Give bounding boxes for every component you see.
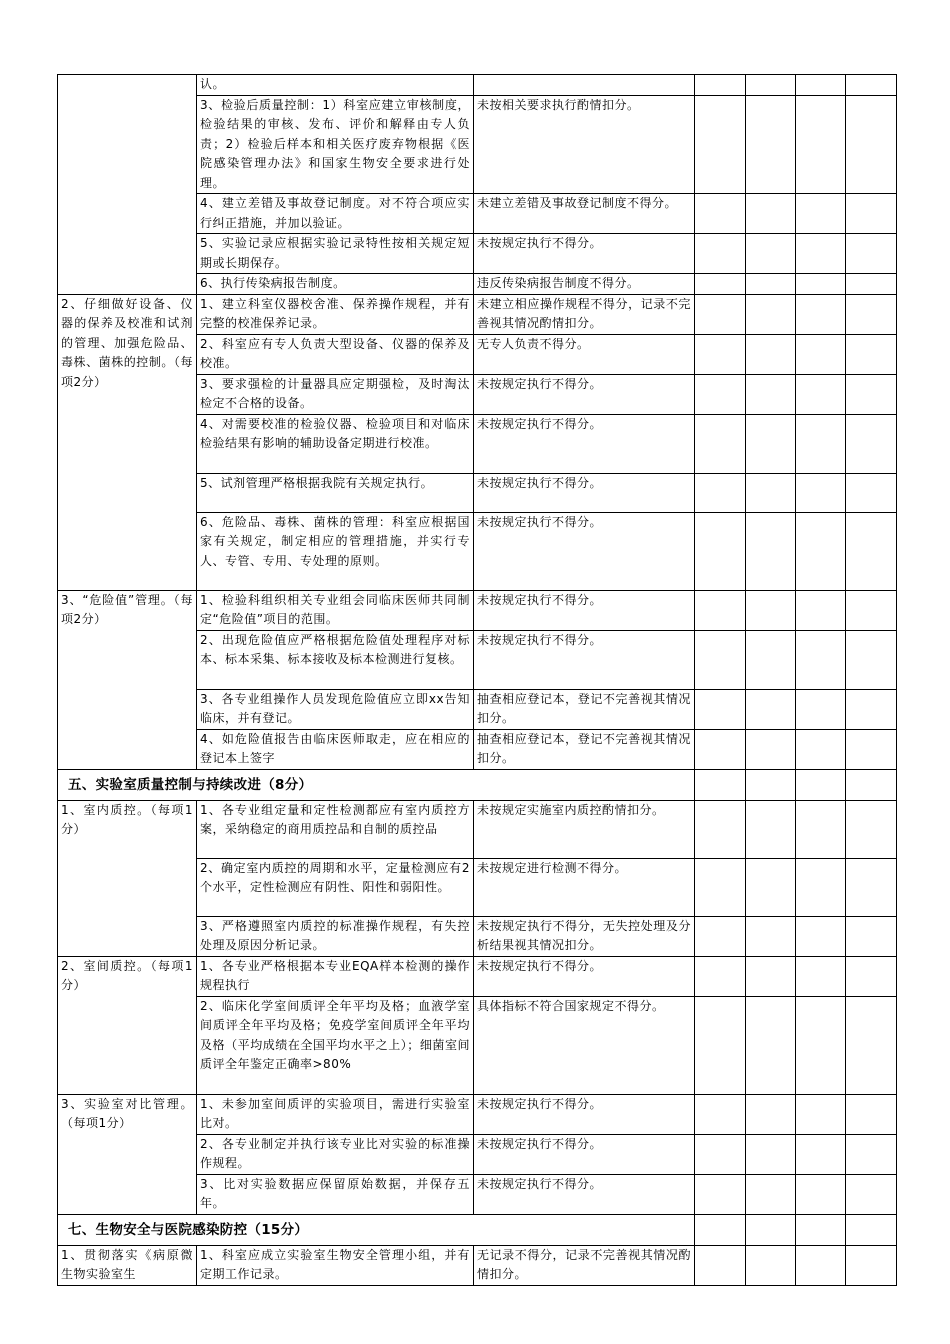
standard-cell: 2、出现危险值应严格根据危险值处理程序对标本、标本采集、标本接收及标本检测进行复核。 bbox=[197, 630, 474, 689]
standard-cell: 2、科室应有专人负责大型设备、仪器的保养及校准。 bbox=[197, 334, 474, 374]
blank-score-cell bbox=[746, 1134, 796, 1174]
blank-score-cell bbox=[746, 512, 796, 590]
blank-score-cell bbox=[695, 630, 746, 689]
blank-score-cell bbox=[695, 858, 746, 916]
standard-cell: 2、各专业制定并执行该专业比对实验的标准操作规程。 bbox=[197, 1134, 474, 1174]
section-header-row bbox=[58, 769, 897, 800]
blank-score-cell bbox=[796, 1174, 846, 1214]
standard-cell: 1、科室应成立实验室生物安全管理小组，并有定期工作记录。 bbox=[197, 1245, 474, 1285]
category-cell: 2、室间质控。（每项1分） bbox=[58, 956, 197, 1094]
blank-score-cell bbox=[846, 194, 897, 234]
table-row bbox=[58, 1094, 897, 1134]
blank-score-cell bbox=[796, 1094, 846, 1134]
standard-cell: 3、各专业组操作人员发现危险值应立即xx告知临床，并有登记。 bbox=[197, 689, 474, 729]
blank-score-cell bbox=[746, 956, 796, 996]
blank-score-cell bbox=[796, 630, 846, 689]
blank-score-cell bbox=[746, 1094, 796, 1134]
table-row bbox=[58, 590, 897, 630]
blank-score-cell bbox=[796, 194, 846, 234]
standard-cell: 1、检验科组织相关专业组会同临床医师共同制定“危险值”项目的范围。 bbox=[197, 590, 474, 630]
category-cell: 3、实验室对比管理。（每项1分） bbox=[58, 1094, 197, 1214]
blank-score-cell bbox=[746, 689, 796, 729]
blank-score-cell bbox=[796, 956, 846, 996]
standard-cell: 3、要求强检的计量器具应定期强检，及时淘汰检定不合格的设备。 bbox=[197, 374, 474, 414]
blank-score-cell bbox=[796, 769, 846, 800]
scoring-cell: 未按规定执行不得分。 bbox=[474, 590, 695, 630]
blank-score-cell bbox=[796, 689, 846, 729]
blank-score-cell bbox=[695, 294, 746, 334]
blank-score-cell bbox=[695, 1245, 746, 1285]
standard-cell: 1、各专业严格根据本专业EQA样本检测的操作规程执行 bbox=[197, 956, 474, 996]
blank-score-cell bbox=[796, 95, 846, 194]
blank-score-cell bbox=[846, 294, 897, 334]
blank-score-cell bbox=[746, 916, 796, 956]
scoring-cell: 未按规定执行不得分。 bbox=[474, 414, 695, 473]
blank-score-cell bbox=[846, 512, 897, 590]
blank-score-cell bbox=[746, 294, 796, 334]
blank-score-cell bbox=[796, 234, 846, 274]
blank-score-cell bbox=[746, 1214, 796, 1245]
blank-score-cell bbox=[846, 274, 897, 295]
blank-score-cell bbox=[846, 1094, 897, 1134]
standard-cell: 2、确定室内质控的周期和水平，定量检测应有2个水平，定性检测应有阴性、阳性和弱阳性。 bbox=[197, 858, 474, 916]
standard-cell: 6、执行传染病报告制度。 bbox=[197, 274, 474, 295]
standard-cell: 4、对需要校准的检验仪器、检验项目和对临床检验结果有影响的辅助设备定期进行校准。 bbox=[197, 414, 474, 473]
scoring-cell: 未按规定执行不得分。 bbox=[474, 512, 695, 590]
blank-score-cell bbox=[695, 1174, 746, 1214]
blank-score-cell bbox=[695, 75, 746, 96]
blank-score-cell bbox=[695, 374, 746, 414]
scoring-cell: 未按规定执行不得分。 bbox=[474, 473, 695, 512]
blank-score-cell bbox=[746, 729, 796, 769]
blank-score-cell bbox=[846, 95, 897, 194]
blank-score-cell bbox=[796, 334, 846, 374]
blank-score-cell bbox=[695, 334, 746, 374]
blank-score-cell bbox=[746, 996, 796, 1094]
scoring-cell: 抽查相应登记本，登记不完善视其情况扣分。 bbox=[474, 689, 695, 729]
blank-score-cell bbox=[746, 769, 796, 800]
blank-score-cell bbox=[695, 512, 746, 590]
blank-score-cell bbox=[746, 334, 796, 374]
category-cell: 2、仔细做好设备、仪器的保养及校准和试剂的管理、加强危险品、毒株、菌株的控制。（每项2分） bbox=[58, 294, 197, 590]
blank-score-cell bbox=[796, 858, 846, 916]
blank-score-cell bbox=[796, 1134, 846, 1174]
scoring-cell: 未按规定执行不得分。 bbox=[474, 956, 695, 996]
table-row bbox=[58, 1245, 897, 1285]
blank-score-cell bbox=[746, 800, 796, 858]
blank-score-cell bbox=[796, 414, 846, 473]
standard-cell: 6、危险品、毒株、菌株的管理：科室应根据国家有关规定，制定相应的管理措施，并实行专人、专管、专用、专处理的原则。 bbox=[197, 512, 474, 590]
section-title: 五、实验室质量控制与持续改进（8分） bbox=[58, 769, 695, 800]
blank-score-cell bbox=[846, 75, 897, 96]
standard-cell: 认。 bbox=[197, 75, 474, 96]
table-row bbox=[58, 294, 897, 334]
blank-score-cell bbox=[695, 590, 746, 630]
blank-score-cell bbox=[846, 800, 897, 858]
scoring-cell: 违反传染病报告制度不得分。 bbox=[474, 274, 695, 295]
blank-score-cell bbox=[846, 414, 897, 473]
scoring-cell: 未按规定执行不得分，无失控处理及分析结果视其情况扣分。 bbox=[474, 916, 695, 956]
blank-score-cell bbox=[796, 800, 846, 858]
scoring-cell: 无记录不得分，记录不完善视其情况酌情扣分。 bbox=[474, 1245, 695, 1285]
blank-score-cell bbox=[695, 1214, 746, 1245]
blank-score-cell bbox=[846, 590, 897, 630]
blank-score-cell bbox=[796, 1245, 846, 1285]
blank-score-cell bbox=[846, 1174, 897, 1214]
standard-cell: 3、比对实验数据应保留原始数据，并保存五年。 bbox=[197, 1174, 474, 1214]
blank-score-cell bbox=[796, 75, 846, 96]
blank-score-cell bbox=[695, 1134, 746, 1174]
blank-score-cell bbox=[846, 1245, 897, 1285]
scoring-cell: 未按规定执行不得分。 bbox=[474, 374, 695, 414]
category-cell: 1、室内质控。（每项1分） bbox=[58, 800, 197, 956]
table-row bbox=[58, 800, 897, 858]
blank-score-cell bbox=[746, 473, 796, 512]
blank-score-cell bbox=[746, 274, 796, 295]
category-cell bbox=[58, 75, 197, 295]
blank-score-cell bbox=[796, 996, 846, 1094]
scoring-cell: 抽查相应登记本，登记不完善视其情况扣分。 bbox=[474, 729, 695, 769]
scoring-cell: 未按规定执行不得分。 bbox=[474, 1134, 695, 1174]
blank-score-cell bbox=[796, 274, 846, 295]
scoring-cell: 未按规定执行不得分。 bbox=[474, 1174, 695, 1214]
scoring-cell: 无专人负责不得分。 bbox=[474, 334, 695, 374]
blank-score-cell bbox=[746, 75, 796, 96]
blank-score-cell bbox=[796, 512, 846, 590]
blank-score-cell bbox=[695, 95, 746, 194]
scoring-cell: 未按规定执行不得分。 bbox=[474, 234, 695, 274]
blank-score-cell bbox=[746, 194, 796, 234]
scoring-cell: 未按规定进行检测不得分。 bbox=[474, 858, 695, 916]
table-row bbox=[58, 75, 897, 96]
scoring-cell: 未按规定实施室内质控酌情扣分。 bbox=[474, 800, 695, 858]
blank-score-cell bbox=[846, 916, 897, 956]
blank-score-cell bbox=[846, 689, 897, 729]
blank-score-cell bbox=[746, 590, 796, 630]
blank-score-cell bbox=[695, 1094, 746, 1134]
blank-score-cell bbox=[695, 916, 746, 956]
blank-score-cell bbox=[846, 334, 897, 374]
category-cell: 1、贯彻落实《病原微生物实验室生 bbox=[58, 1245, 197, 1285]
blank-score-cell bbox=[846, 1214, 897, 1245]
blank-score-cell bbox=[796, 473, 846, 512]
blank-score-cell bbox=[695, 769, 746, 800]
blank-score-cell bbox=[796, 916, 846, 956]
standard-cell: 1、建立科室仪器校舍准、保养操作规程，并有完整的校准保养记录。 bbox=[197, 294, 474, 334]
blank-score-cell bbox=[846, 858, 897, 916]
scoring-cell: 未建立差错及事故登记制度不得分。 bbox=[474, 194, 695, 234]
standard-cell: 5、实验记录应根据实验记录特性按相关规定短期或长期保存。 bbox=[197, 234, 474, 274]
blank-score-cell bbox=[746, 414, 796, 473]
blank-score-cell bbox=[695, 414, 746, 473]
scoring-cell: 未按相关要求执行酌情扣分。 bbox=[474, 95, 695, 194]
standard-cell: 1、未参加室间质评的实验项目，需进行实验室比对。 bbox=[197, 1094, 474, 1134]
blank-score-cell bbox=[695, 956, 746, 996]
blank-score-cell bbox=[796, 1214, 846, 1245]
blank-score-cell bbox=[796, 374, 846, 414]
category-cell: 3、“危险值”管理。（每项2分） bbox=[58, 590, 197, 769]
scoring-cell: 未建立相应操作规程不得分，记录不完善视其情况酌情扣分。 bbox=[474, 294, 695, 334]
blank-score-cell bbox=[695, 234, 746, 274]
standard-cell: 4、建立差错及事故登记制度。对不符合项应实行纠正措施，并加以验证。 bbox=[197, 194, 474, 234]
blank-score-cell bbox=[695, 473, 746, 512]
section-title: 七、生物安全与医院感染防控（15分） bbox=[58, 1214, 695, 1245]
blank-score-cell bbox=[846, 996, 897, 1094]
scoring-cell bbox=[474, 75, 695, 96]
blank-score-cell bbox=[846, 956, 897, 996]
blank-score-cell bbox=[846, 769, 897, 800]
blank-score-cell bbox=[746, 858, 796, 916]
evaluation-table bbox=[57, 74, 897, 1286]
blank-score-cell bbox=[846, 729, 897, 769]
blank-score-cell bbox=[796, 590, 846, 630]
section-header-row bbox=[58, 1214, 897, 1245]
blank-score-cell bbox=[846, 1134, 897, 1174]
blank-score-cell bbox=[846, 630, 897, 689]
blank-score-cell bbox=[746, 1174, 796, 1214]
scoring-cell: 未按规定执行不得分。 bbox=[474, 1094, 695, 1134]
blank-score-cell bbox=[846, 473, 897, 512]
blank-score-cell bbox=[846, 374, 897, 414]
blank-score-cell bbox=[746, 95, 796, 194]
scoring-cell: 未按规定执行不得分。 bbox=[474, 630, 695, 689]
standard-cell: 1、各专业组定量和定性检测都应有室内质控方案，采纳稳定的商用质控品和自制的质控品 bbox=[197, 800, 474, 858]
standard-cell: 2、临床化学室间质评全年平均及格；血液学室间质评全年平均及格；免疫学室间质评全年平均及格（平均成绩在全国平均水平之上）；细菌室间质评全年鉴定正确率>80% bbox=[197, 996, 474, 1094]
standard-cell: 4、如危险值报告由临床医师取走，应在相应的登记本上签字 bbox=[197, 729, 474, 769]
blank-score-cell bbox=[746, 374, 796, 414]
blank-score-cell bbox=[695, 996, 746, 1094]
blank-score-cell bbox=[846, 234, 897, 274]
standard-cell: 3、严格遵照室内质控的标准操作规程，有失控处理及原因分析记录。 bbox=[197, 916, 474, 956]
blank-score-cell bbox=[695, 689, 746, 729]
standard-cell: 5、试剂管理严格根据我院有关规定执行。 bbox=[197, 473, 474, 512]
blank-score-cell bbox=[796, 294, 846, 334]
blank-score-cell bbox=[695, 729, 746, 769]
blank-score-cell bbox=[695, 194, 746, 234]
scoring-cell: 具体指标不符合国家规定不得分。 bbox=[474, 996, 695, 1094]
blank-score-cell bbox=[695, 800, 746, 858]
blank-score-cell bbox=[796, 729, 846, 769]
standard-cell: 3、检验后质量控制：1）科室应建立审核制度，检验结果的审核、发布、评价和解释由专人负责；2）检验后样本和相关医疗废弃物根据《医院感染管理办法》和国家生物安全要求进行处理。 bbox=[197, 95, 474, 194]
table-row bbox=[58, 956, 897, 996]
blank-score-cell bbox=[746, 630, 796, 689]
blank-score-cell bbox=[746, 234, 796, 274]
blank-score-cell bbox=[746, 1245, 796, 1285]
blank-score-cell bbox=[695, 274, 746, 295]
